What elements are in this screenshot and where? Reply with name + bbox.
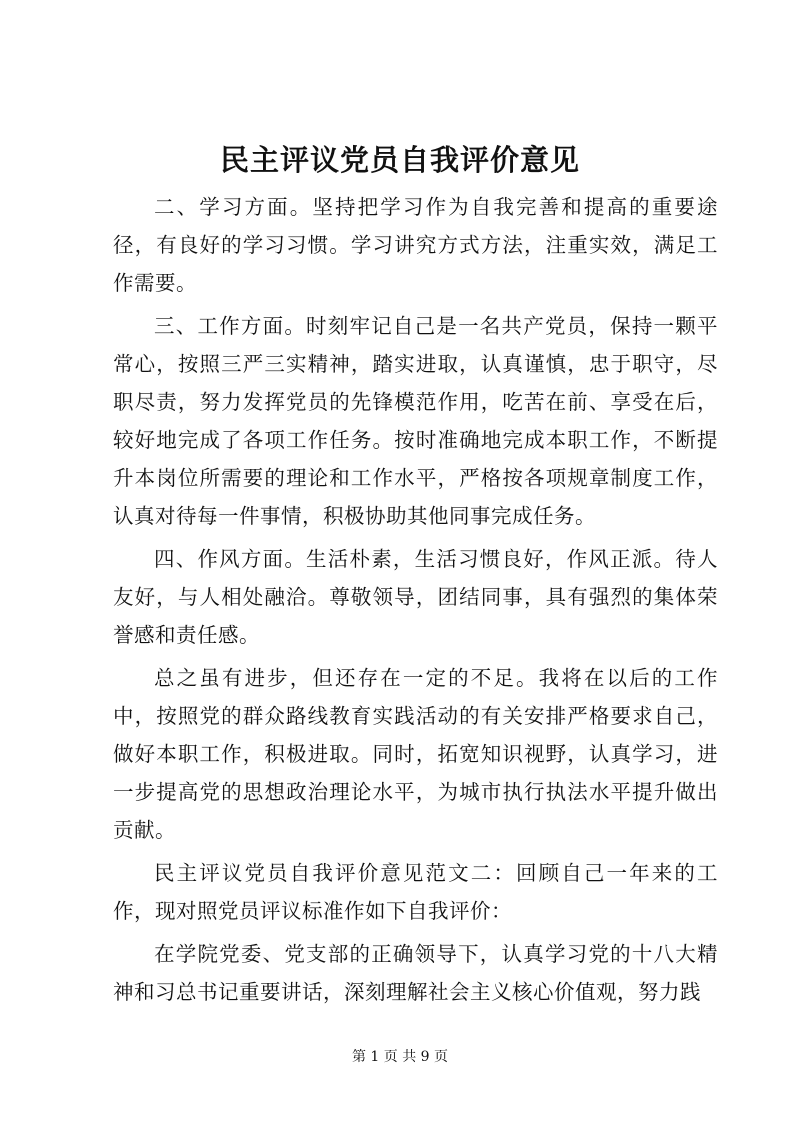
document-title: 民主评议党员自我评价意见	[219, 143, 580, 177]
paragraph-style: 四、作风方面。生活朴素，生活习惯良好，作风正派。待人友好，与人相处融洽。尊敬领导，团结同事，具有强烈的集体荣誉感和责任感。	[113, 547, 718, 647]
paragraph-sample-two-body: 在学院党委、党支部的正确领导下，认真学习党的十八大精神和习总书记重要讲话，深刻理解社会主义核心价值观，努力践	[113, 942, 718, 1004]
paragraph-sample-two-intro: 民主评议党员自我评价意见范文二：回顾自己一年来的工作，现对照党员评议标准作如下自我评价：	[113, 861, 718, 923]
document-body	[113, 188, 718, 1016]
paragraph-study: 二、学习方面。坚持把学习作为自我完善和提高的重要途径，有良好的学习习惯。学习讲究方式方法，注重实效，满足工作需要。	[113, 195, 718, 295]
page-number-footer: 第 1 页 共 9 页	[351, 1049, 449, 1065]
paragraph-work: 三、工作方面。时刻牢记自己是一名共产党员，保持一颗平常心，按照三严三实精神，踏实进取，认真谨慎，忠于职守，尽职尽责，努力发挥党员的先锋模范作用，吃苦在前、享受在后，较好地完成了各项工作任务。按时准确地完成本职工作，不断提升本岗位所需要的理论和工作水平，严格按各项规章制度工作，认真对待每一件事情，积极协助其他同事完成任务。	[113, 314, 718, 528]
paragraph-summary: 总之虽有进步，但还存在一定的不足。我将在以后的工作中，按照党的群众路线教育实践活动的有关安排严格要求自己，做好本职工作，积极进取。同时，拓宽知识视野，认真学习，进一步提高党的思想政治理论水平，为城市执行执法水平提升做出贡献。	[113, 666, 718, 842]
